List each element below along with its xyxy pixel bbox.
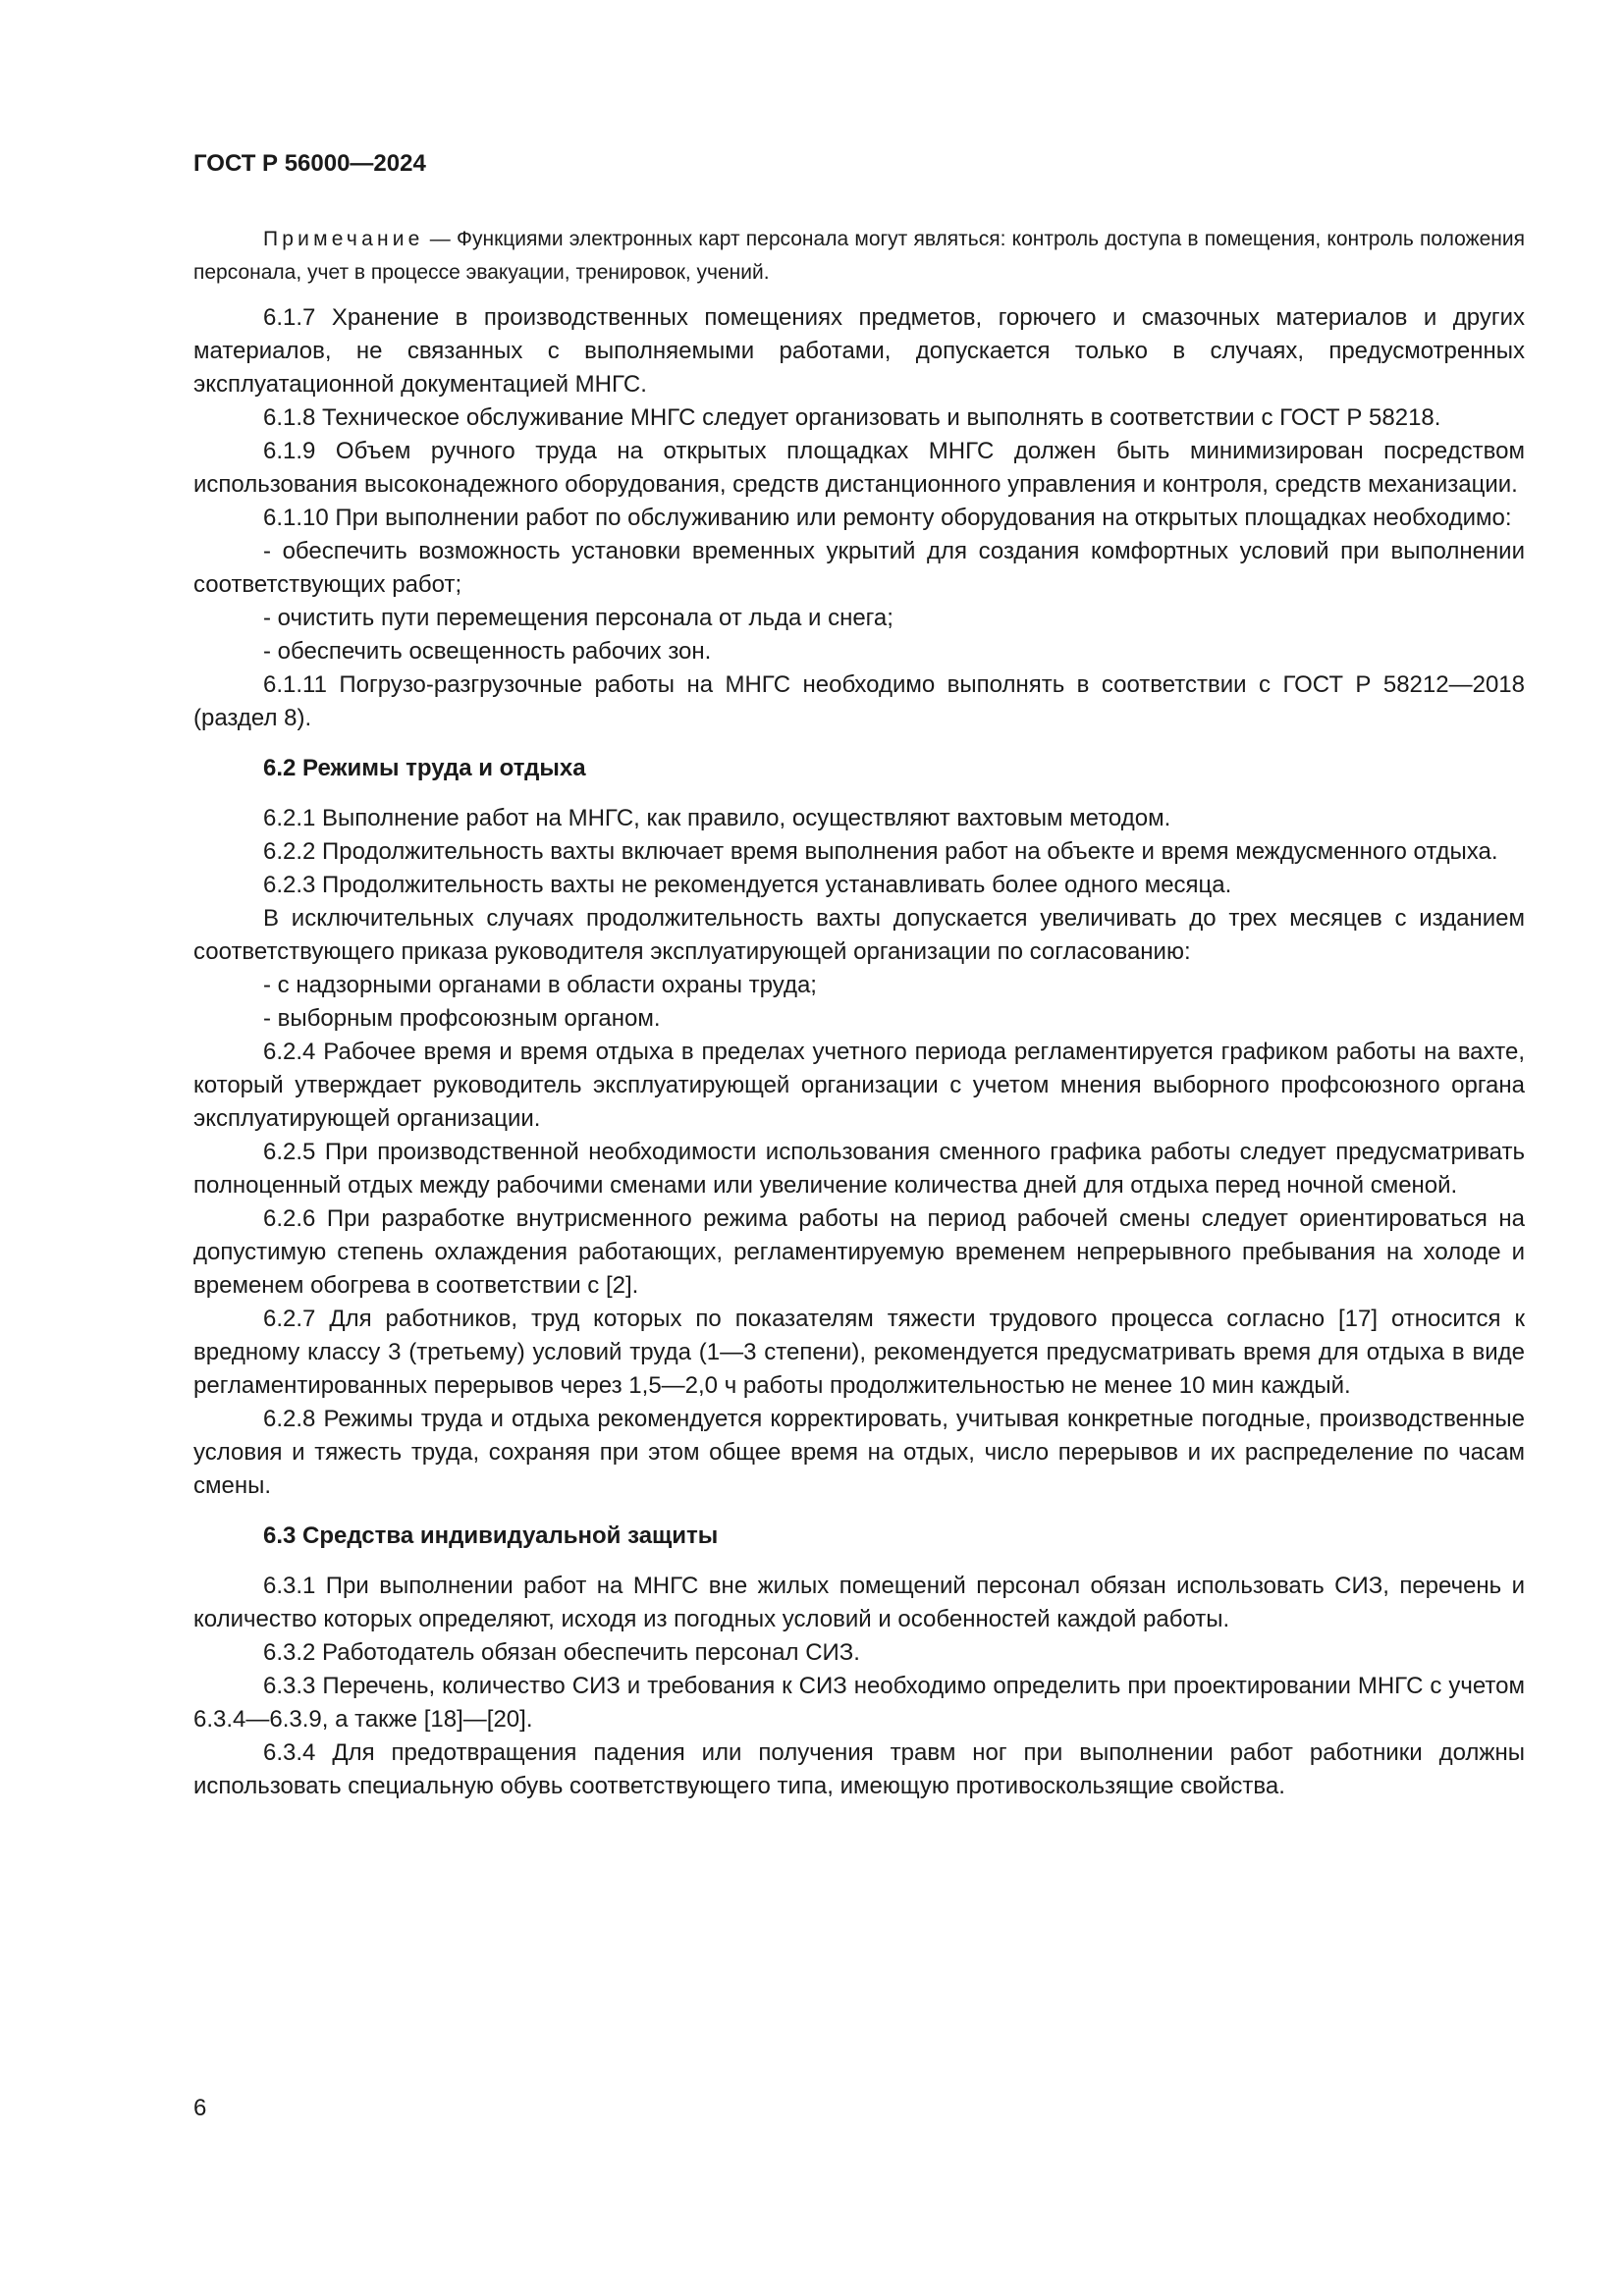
paragraph-6-2-4: 6.2.4 Рабочее время и время отдыха в пределах учетного периода регламентируется графиком работы на вахте, который утверждает руководитель эксплуатирующей организации с учетом мнения выборного профсоюзного органа эксплуатирующей организации. — [193, 1039, 1525, 1132]
paragraph-6-3-3: 6.3.3 Перечень, количество СИЗ и требования к СИЗ необходимо определить при проектировании МНГС с учетом 6.3.4—6.3.9, а также [18]—[20]. — [193, 1673, 1525, 1733]
section-heading-6-2: 6.2 Режимы труда и отдыха — [263, 755, 586, 781]
note-text: — Функциями электронных карт персонала могут являться: контроль доступа в помещения, контроль положения персонала, учет в процессе эвакуации, тренировок, учений. — [193, 228, 1525, 284]
paragraph-6-3-2: 6.3.2 Работодатель обязан обеспечить персонал СИЗ. — [263, 1639, 860, 1666]
paragraph-6-3-1: 6.3.1 При выполнении работ на МНГС вне жилых помещений персонал обязан использовать СИЗ, перечень и количество которых определяют, исходя из погодных условий и особенностей каждой работы. — [193, 1573, 1525, 1632]
paragraph-6-1-7: 6.1.7 Хранение в производственных помещениях предметов, горючего и смазочных материалов и других материалов, не связанных с выполняемыми работами, допускается только в случаях, предусмотренных эксплуатационной документацией МНГС. — [193, 304, 1525, 398]
paragraph-6-1-8: 6.1.8 Техническое обслуживание МНГС следует организовать и выполнять в соответствии с ГОСТ Р 58218. — [263, 404, 1441, 431]
list-item: - обеспечить возможность установки временных укрытий для создания комфортных условий при выполнении соответствующих работ; — [193, 538, 1525, 598]
paragraph-6-2-2: 6.2.2 Продолжительность вахты включает время выполнения работ на объекте и время междусменного отдыха. — [263, 838, 1498, 865]
paragraph-6-2-5: 6.2.5 При производственной необходимости использования сменного графика работы следует предусматривать полноценный отдых между рабочими сменами или увеличение количества дней для отдыха перед ночной сменой. — [193, 1139, 1525, 1199]
document-header: ГОСТ Р 56000—2024 — [193, 150, 426, 177]
list-item: - выборным профсоюзным органом. — [263, 1005, 661, 1032]
list-item: - обеспечить освещенность рабочих зон. — [263, 638, 712, 665]
list-item: - очистить пути перемещения персонала от льда и снега; — [263, 605, 893, 631]
section-heading-6-3: 6.3 Средства индивидуальной защиты — [263, 1522, 719, 1549]
paragraph-6-1-9: 6.1.9 Объем ручного труда на открытых площадках МНГС должен быть минимизирован посредством использования высоконадежного оборудования, средств дистанционного управления и контроля, средств механизации. — [193, 438, 1525, 498]
paragraph-exceptional-cases: В исключительных случаях продолжительность вахты допускается увеличивать до трех месяцев с изданием соответствующего приказа руководителя эксплуатирующей организации по согласованию: — [193, 905, 1525, 965]
paragraph-6-2-7: 6.2.7 Для работников, труд которых по показателям тяжести трудового процесса согласно [17] относится к вредному классу 3 (третьему) условий труда (1—3 степени), рекомендуется предусматривать время для отдыха в виде регламентированных перерывов через 1,5—2,0 ч работы продолжительностью не менее 10 мин каждый. — [193, 1306, 1525, 1399]
note-paragraph — [193, 223, 1525, 290]
paragraph-6-2-6: 6.2.6 При разработке внутрисменного режима работы на период рабочей смены следует ориентироваться на допустимую степень охлаждения работающих, регламентируемую временем непрерывного пребывания на холоде и временем обогрева в соответствии с [2]. — [193, 1205, 1525, 1299]
list-item: - с надзорными органами в области охраны труда; — [263, 972, 817, 998]
paragraph-6-1-10: 6.1.10 При выполнении работ по обслуживанию или ремонту оборудования на открытых площадках необходимо: — [263, 505, 1512, 531]
paragraph-6-3-4: 6.3.4 Для предотвращения падения или получения травм ног при выполнении работ работники должны использовать специальную обувь соответствующего типа, имеющую противоскользящие свойства. — [193, 1739, 1525, 1799]
paragraph-6-2-8: 6.2.8 Режимы труда и отдыха рекомендуется корректировать, учитывая конкретные погодные, производственные условия и тяжесть труда, сохраняя при этом общее время на отдых, число перерывов и их распределение по часам смены. — [193, 1406, 1525, 1499]
paragraph-6-2-3: 6.2.3 Продолжительность вахты не рекомендуется устанавливать более одного месяца. — [263, 872, 1232, 898]
paragraph-6-2-1: 6.2.1 Выполнение работ на МНГС, как правило, осуществляют вахтовым методом. — [263, 805, 1171, 831]
document-page — [193, 147, 1525, 1803]
note-label: Примечание — [263, 228, 424, 250]
page-number: 6 — [193, 2095, 207, 2121]
paragraph-6-1-11: 6.1.11 Погрузо-разгрузочные работы на МНГС необходимо выполнять в соответствии с ГОСТ Р 58212—2018 (раздел 8). — [193, 671, 1525, 731]
